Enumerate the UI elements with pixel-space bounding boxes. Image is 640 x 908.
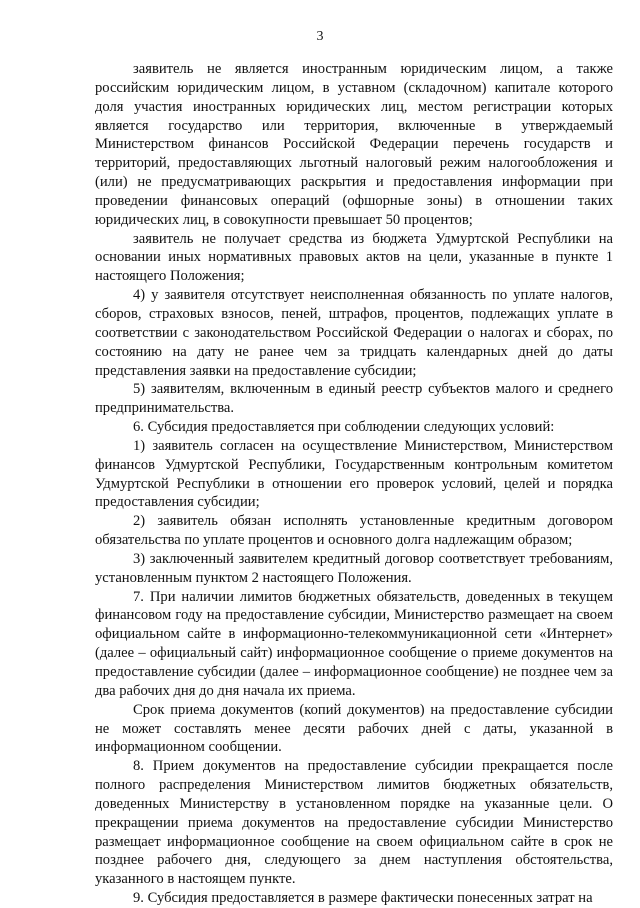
paragraph: 1) заявитель согласен на осуществление Министерством, Министерством финансов Удмуртской Республики, Государственным контрольным комитетом Удмуртской Республики в отношении его проверок условий, целей и порядка предоставления субсидии; xyxy=(95,437,613,511)
paragraph: заявитель не получает средства из бюджета Удмуртской Республики на основании иных нормативных правовых актов на цели, указанные в пункте 1 настоящего Положения; xyxy=(95,230,613,285)
paragraph: 9. Субсидия предоставляется в размере фактически понесенных затрат на xyxy=(133,890,593,907)
paragraph: 2) заявитель обязан исполнять установленные кредитным договором обязательства по уплате процентов и основного долга надлежащим образом; xyxy=(95,513,613,549)
paragraph: 5) заявителям, включенным в единый реестр субъектов малого и среднего предпринимательства. xyxy=(95,381,613,417)
paragraph: 6. Субсидия предоставляется при соблюдении следующих условий: xyxy=(133,419,555,436)
paragraph: 3) заключенный заявителем кредитный договор соответствует требованиям, установленным пунктом 2 настоящего Положения. xyxy=(95,550,613,586)
paragraph: 7. При наличии лимитов бюджетных обязательств, доведенных в текущем финансовом году на предоставление субсидии, Министерство размещает на своем официальном сайте в информационно-телекоммуникационной сети «Интернет» (далее – официальный сайт) информационное сообщение о приеме документов на предоставление субсидии (далее – информационное сообщение) не позднее чем за два рабочих дня до дня начала их приема. xyxy=(95,588,613,699)
paragraph: заявитель не является иностранным юридическим лицом, а также российским юридическим лицом, в уставном (складочном) капитале которого доля участия иностранных юридических лиц, местом регистрации которых является государство или территория, включенные в утверждаемый Министерством финансов Российской Федерации перечень государств и территорий, предоставляющих льготный налоговый режим налогообложения и (или) не предусматривающих раскрытия и предоставления информации при проведении финансовых операций (офшорные зоны) в отношении таких юридических лиц, в совокупности превышает 50 процентов; xyxy=(95,61,613,228)
paragraph: 4) у заявителя отсутствует неисполненная обязанность по уплате налогов, сборов, страховых взносов, пеней, штрафов, процентов, подлежащих уплате в соответствии с законодательством Российской Федерации о налогах и сборах, по состоянию на дату не ранее чем за тридцать календарных дней до даты представления заявки на предоставление субсидии; xyxy=(95,287,613,379)
paragraph: 8. Прием документов на предоставление субсидии прекращается после полного распределения Министерством лимитов бюджетных обязательств, доведенных Министерству в установленном порядке на указанные цели. О прекращении приема документов на предоставление субсидии Министерство размещает информационное сообщение на своем официальном сайте в срок не позднее рабочего дня, следующего за днем наступления обстоятельства, указанного в настоящем пункте. xyxy=(95,758,613,888)
document-body xyxy=(95,60,613,908)
paragraph: Срок приема документов (копий документов) на предоставление субсидии не может составлять менее десяти рабочих дней с даты, указанной в информационном сообщении. xyxy=(95,701,613,756)
page-number: 3 xyxy=(316,29,324,44)
